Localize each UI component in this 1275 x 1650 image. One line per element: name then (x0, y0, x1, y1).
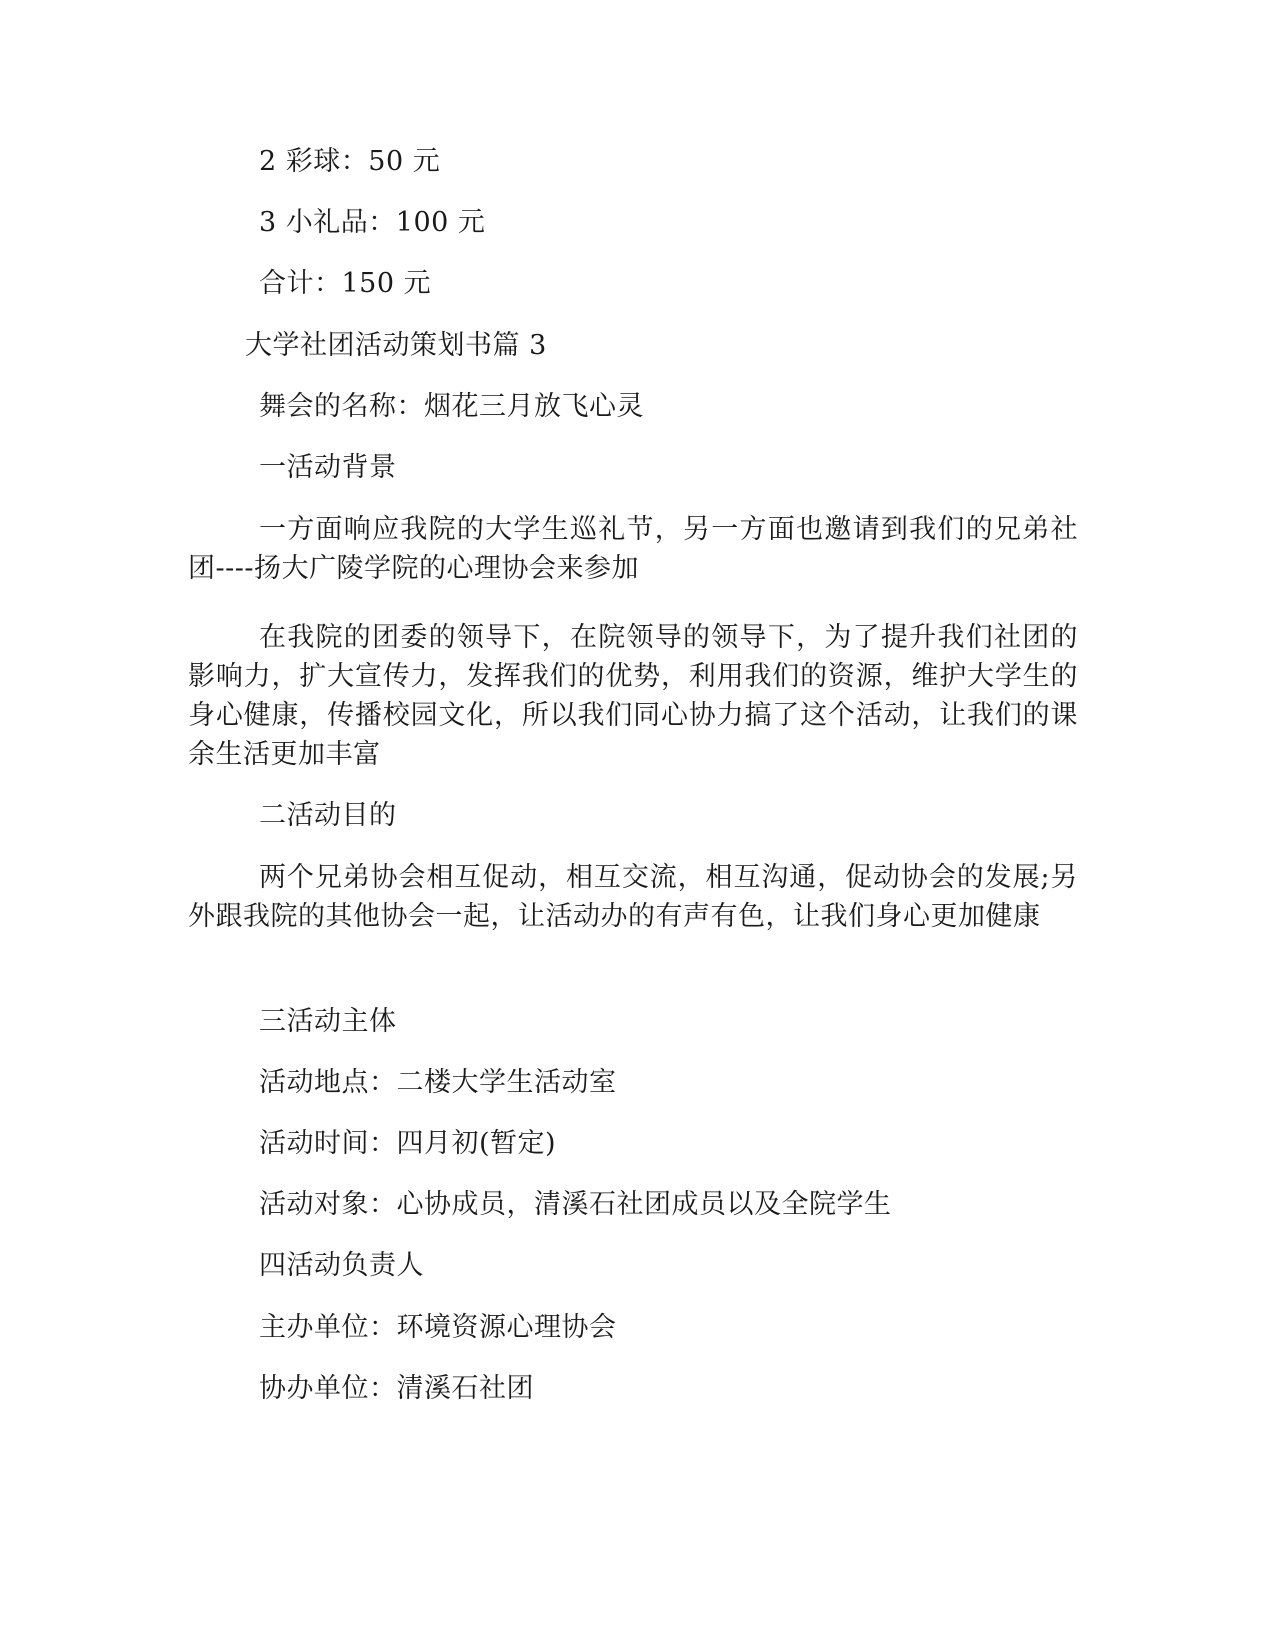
background-heading: 一活动背景 (259, 452, 397, 483)
activity-location: 活动地点：二楼大学生活动室 (259, 1067, 617, 1098)
purpose-paragraph: 两个兄弟协会相互促动，相互交流，相互沟通，促动协会的发展;另外跟我院的其他协会一起，让活动办的有声有色，让我们身心更加健康 (188, 862, 1078, 932)
background-paragraph-2: 在我院的团委的领导下，在院领导的领导下，为了提升我们社团的影响力，扩大宣传力，发挥我们的优势，利用我们的资源，维护大学生的身心健康，传播校园文化，所以我们同心协力搞了这个活动，让我们的课余生活更加丰富 (188, 622, 1078, 770)
leader-heading: 四活动负责人 (259, 1250, 424, 1281)
activity-time: 活动时间：四月初(暂定) (259, 1128, 557, 1159)
purpose-heading: 二活动目的 (259, 800, 397, 831)
co-organizer: 协办单位：清溪石社团 (259, 1373, 534, 1404)
organizer: 主办单位：环境资源心理协会 (259, 1312, 617, 1343)
background-paragraph-1: 一方面响应我院的大学生巡礼节，另一方面也邀请到我们的兄弟社团----扬大广陵学院的心理协会来参加 (188, 514, 1078, 584)
budget-item-gifts: 3 小礼品：100 元 (259, 207, 486, 238)
budget-total: 合计：150 元 (259, 268, 432, 299)
budget-item-balloons: 2 彩球：50 元 (259, 146, 441, 177)
subject-heading: 三活动主体 (259, 1006, 397, 1037)
section-title: 大学社团活动策划书篇 3 (245, 330, 547, 361)
activity-audience: 活动对象：心协成员，清溪石社团成员以及全院学生 (259, 1189, 892, 1220)
dance-name: 舞会的名称：烟花三月放飞心灵 (259, 391, 644, 422)
